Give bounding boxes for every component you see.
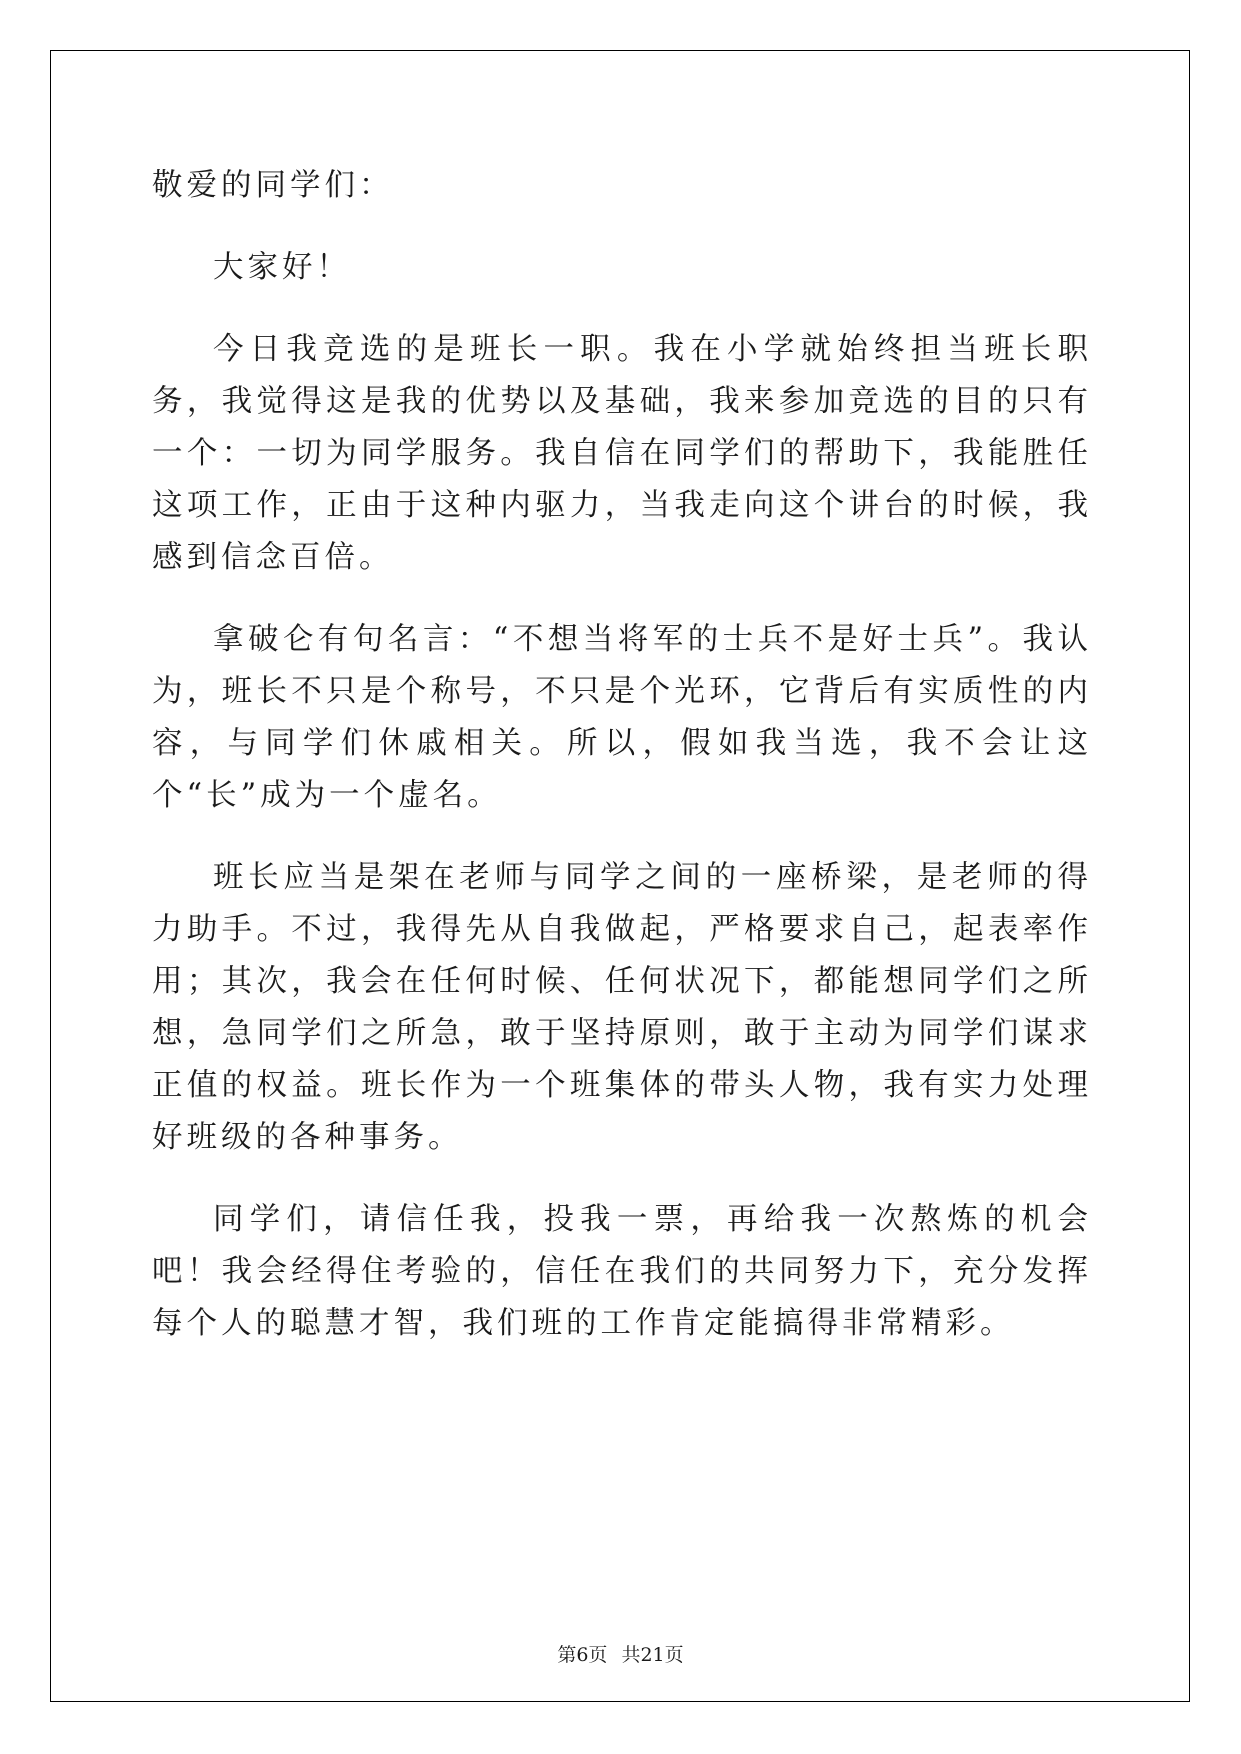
page-total: 共21页 [621, 1644, 684, 1666]
paragraph-greeting: 大家好！ [213, 250, 351, 285]
paragraph-closing: 同学们，请信任我，投我一票，再给我一次熬炼的机会吧！我会经得住考验的，信任在我们的共同努力下，充分发挥每个人的聪慧才智，我们班的工作肯定能搞得非常精彩。 [152, 1202, 1092, 1341]
paragraph-duties: 班长应当是架在老师与同学之间的一座桥梁，是老师的得力助手。不过，我得先从自我做起，严格要求自己，起表率作用；其次，我会在任何时候、任何状况下，都能想同学们之所想，急同学们之所急，敢于坚持原则，敢于主动为同学们谋求正值的权益。班长作为一个班集体的带头人物，我有实力处理好班级的各种事务。 [152, 860, 1092, 1155]
paragraph-intro: 今日我竞选的是班长一职。我在小学就始终担当班长职务，我觉得这是我的优势以及基础，我来参加竞选的目的只有一个：一切为同学服务。我自信在同学们的帮助下，我能胜任这项工作，正由于这种内驱力，当我走向这个讲台的时候，我感到信念百倍。 [152, 332, 1092, 575]
page-footer [0, 1640, 1241, 1667]
paragraph-quote: 拿破仑有句名言：“不想当将军的士兵不是好士兵”。我认为，班长不只是个称号，不只是个光环，它背后有实质性的内容，与同学们休戚相关。所以，假如我当选，我不会让这个“长”成为一个虚名。 [152, 622, 1092, 813]
salutation: 敬爱的同学们： [152, 168, 394, 203]
page-number: 第6页 [557, 1644, 608, 1666]
document-body [152, 160, 1092, 1380]
